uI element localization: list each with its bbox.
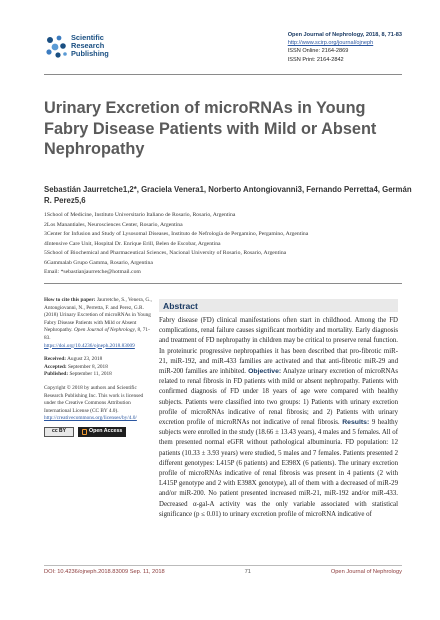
citation-label: How to cite this paper:	[44, 297, 96, 303]
abstract-body	[159, 316, 398, 520]
published-label: Published:	[44, 371, 69, 378]
issn-print: ISSN Print: 2164-2842	[287, 56, 344, 63]
affiliation-item: 6Gammalab Grupo Gamma, Rosario, Argentina	[44, 259, 153, 266]
publisher-name	[71, 34, 109, 58]
affiliation-item: 3Center for Infusion and Study of Lysosomal Diseases, Instituto de Nefrología de Pergamino, Pergamino, Argentina	[44, 231, 309, 237]
open-access-badge[interactable]	[78, 427, 126, 437]
open-access-label: Open Access	[89, 428, 123, 435]
objective-label: Objective:	[248, 368, 282, 376]
footer-journal: Open Journal of Nephrology	[330, 569, 402, 575]
author-list: Sebastián Jaurretche1,2*, Graciela Venera1, Norberto Antongiovanni3, Fernando Perretta4, Germán R. Perez5,6	[44, 185, 412, 206]
publisher-logo	[44, 34, 109, 60]
abstract-background: Fabry disease (FD) clinical manifestations often start in childhood. Among the FD complications, renal failure causes significant morbidity and mortality. Early diagnosis and treatment of FD nephropathy in children may be critical to preserve renal function. In proteinuric progressive nephropathies it has been described that pro-fibrotic miR-21, miR-192, and miR-433 families are activated and that anti-fibrotic miR-29 and miR-200 families are inhibited.	[159, 317, 398, 376]
contact-email[interactable]: Email: *sebastianjaurretche@hotmail.com	[44, 269, 141, 275]
received-label: Received:	[44, 356, 67, 363]
abstract-results: 9 healthy subjects were enrolled in the study (18.66 ± 13.43 years), 4 males and 5 females. All of them presented normal eGFR without pathological albuminuria. FD population: 12 patients (10.33 ± 3.93 years) were studied, 5 males and 7 females. Patients presented 2 different genotypes: L415P (6 patients) and E398X (6 patients). The urinary excretion profile of microRNAs indicative of renal fibrosis was present in 4 patients (2 with L415P genotype and 2 with E398X genotype), all of them with a decreased of miR-29 and/or miR-200. No patient presented increased miR-21, miR-192 and/or miR-433. Decreased α-gal-A activity was the only variable associated with statistical significance (p ≤ 0.01) to urinary excretion profile of microRNA indicative of	[159, 419, 398, 518]
publisher-logo-icon	[44, 34, 68, 60]
open-lock-icon	[82, 429, 87, 435]
cc-by-badge-label: cc BY	[52, 428, 66, 435]
citation-volume: , 8, 71-83.	[44, 327, 150, 341]
published-date	[44, 371, 152, 379]
article-title: Urinary Excretion of microRNAs in Young Fabry Disease Patients with Mild or Absent Nephropathy	[44, 99, 377, 159]
journal-citation: Open Journal of Nephrology, 2018, 8, 71-83	[287, 32, 402, 38]
footer-doi: DOI: 10.4236/ojneph.2018.83009 Sep. 11, 2018	[44, 569, 165, 575]
publisher-name-line: Publishing	[71, 49, 109, 58]
affiliation-item: 1School of Medicine, Instituto Universitario Italiano de Rosario, Rosario, Argentina	[44, 212, 236, 218]
publisher-name-line: Research	[71, 41, 105, 50]
abstract-objective: Analyze urinary excretion of microRNAs related to renal fibrosis in FD patients with mild or absent nephropathy. Patients with confirmed diagnosis of FD under 18 years of age were compared with healthy subjects. Patients were classified into two groups: 1) Patients with urinary excretion profile of microRNAs indicative of renal fibrosis; and 2) Patients with urinary excretion profile of microRNAs not indicative of renal fibrosis.	[159, 368, 398, 427]
citation-text: Jaurretche, S., Venera, G., Antongiovanni, N., Perretta, F. and Perez, G.R. (2018) Urinary Excretion of microRNAs in Young Fabry Disease Patients with Mild or Absent Nephropathy.	[44, 297, 152, 334]
accepted-date	[44, 364, 152, 372]
citation-journal: Open Journal of Nephrology	[73, 327, 135, 334]
accepted-label: Accepted:	[44, 363, 67, 370]
license-badges	[44, 427, 152, 437]
copyright-block	[44, 385, 152, 437]
page-footer	[44, 569, 402, 575]
dates-block	[44, 356, 152, 379]
page-number: 71	[244, 569, 251, 575]
article-sidebar	[44, 297, 152, 443]
affiliation-item: 4Intensive Care Unit, Hospital Dr. Enrique Erill, Belen de Escobar, Argentina	[44, 240, 221, 247]
affiliation-item: 2Los Manantiales, Neurosciences Center, Rosario, Argentina	[44, 221, 183, 228]
publisher-name-line: Scientific	[71, 33, 104, 42]
abstract-heading: Abstract	[159, 299, 398, 312]
journal-url-link[interactable]: http://www.scirp.org/journal/ojneph	[287, 40, 374, 47]
footer-divider	[44, 565, 402, 566]
citation-doi-link[interactable]: https://doi.org/10.4236/ojneph.2018.83009	[44, 342, 135, 349]
accepted-value: September 8, 2018	[67, 363, 108, 370]
results-label: Results:	[342, 419, 370, 427]
abstract-section	[159, 299, 398, 520]
citation-block	[44, 297, 152, 350]
cc-by-badge[interactable]	[44, 427, 74, 437]
copyright-text: Copyright © 2018 by authors and Scientific Research Publishing Inc. This work is licensed under the Creative Commons Attribution International License (CC BY 4.0).	[44, 384, 144, 414]
header-divider	[44, 74, 402, 75]
license-link[interactable]: http://creativecommons.org/licenses/by/4.0/	[44, 415, 137, 422]
published-value: September 11, 2018	[69, 371, 112, 378]
affiliation-list	[44, 211, 414, 278]
journal-info	[288, 31, 402, 64]
issn-online: ISSN Online: 2164-2869	[287, 48, 349, 55]
section-divider	[44, 283, 402, 284]
affiliation-item: 5School of Biochemical and Pharmaceutical Sciences, Nacional University of Rosario, Rosario, Argentina	[44, 250, 287, 256]
received-value: August 23, 2018	[67, 356, 103, 363]
received-date	[44, 356, 152, 364]
